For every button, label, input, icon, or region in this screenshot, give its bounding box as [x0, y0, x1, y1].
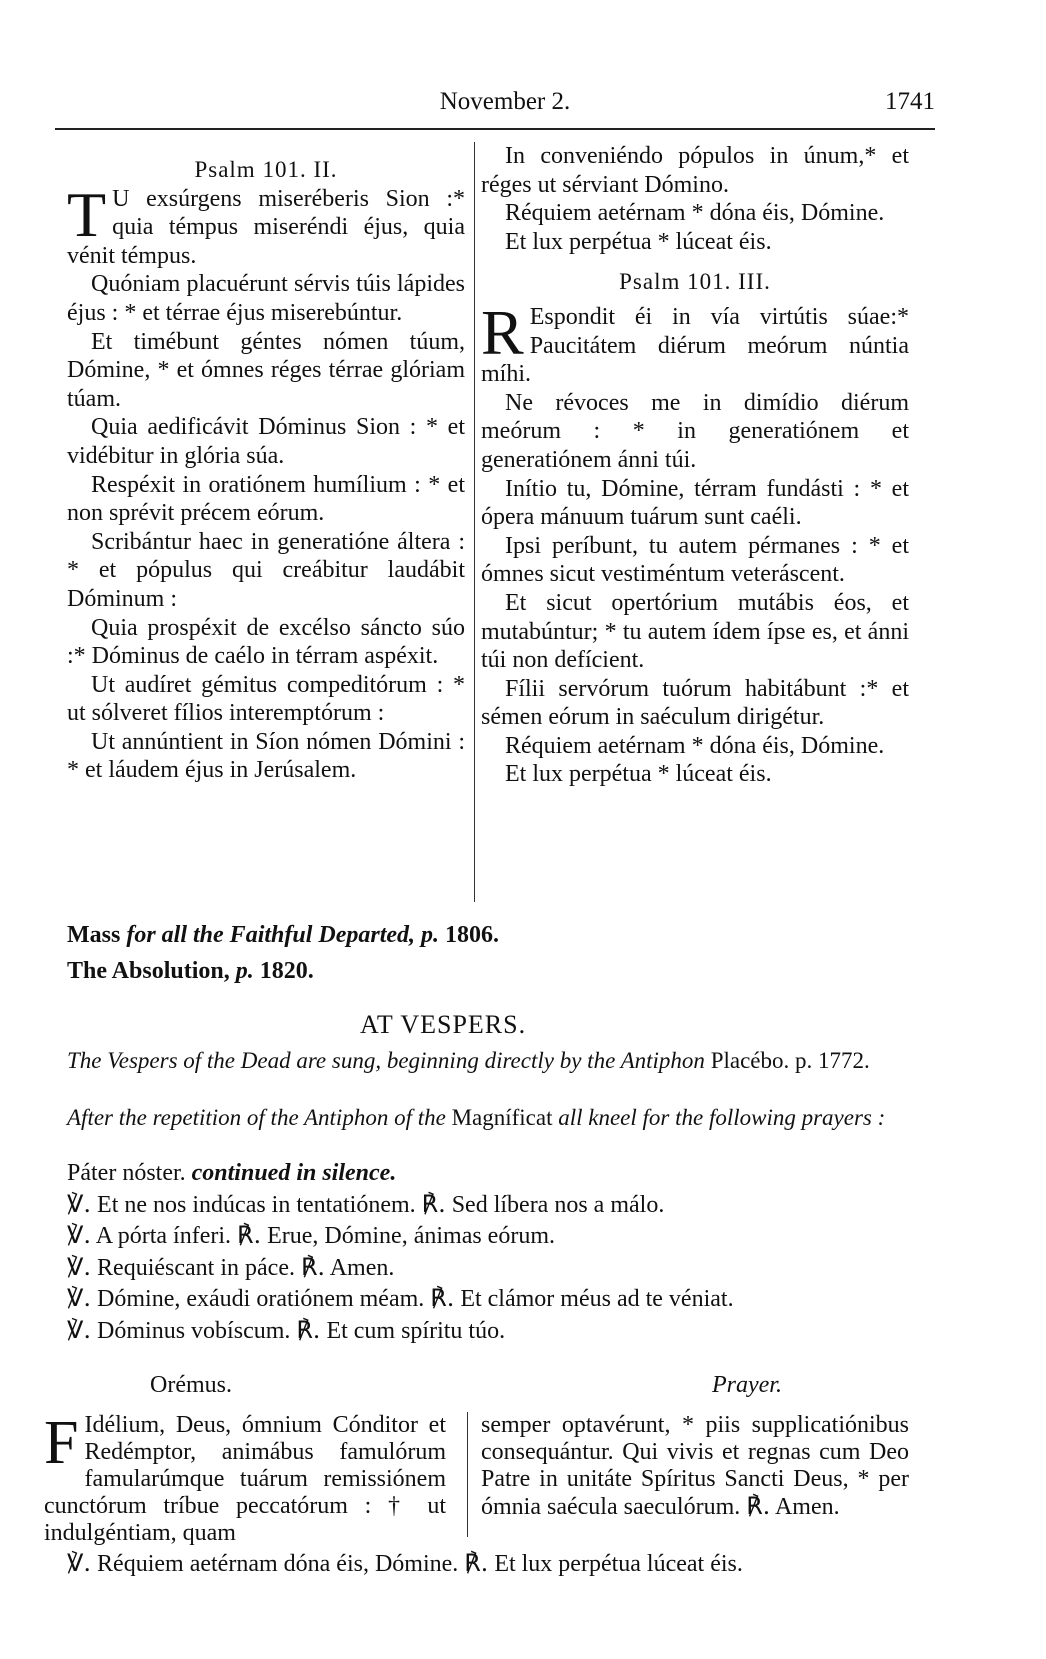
response-text: Et cum spíritu túo.: [326, 1317, 506, 1344]
prayer-label: Prayer.: [712, 1372, 782, 1398]
verse: Inítio tu, Dómine, térram fundásti : * et ópera mánuum tuárum sunt caéli.: [481, 475, 909, 531]
verse: Scribántur haec in generatióne áltera : * et pópulus qui creábitur laudábit Dóminum :: [67, 528, 465, 612]
header-rule: [55, 128, 935, 130]
oration-text: semper optavérunt, * piis supplicatiónibus consequántur. Qui vivis et regnas cum Deo Patre in unitáte Spíritus Sancti Deus, * per ómnia saécula saeculórum.: [481, 1412, 909, 1520]
column-divider: [474, 142, 475, 902]
verse: In conveniéndo pópulos in únum,* et réges ut sérviant Dómino.: [481, 143, 909, 198]
left-column: [67, 156, 465, 785]
oration-left: [44, 1409, 446, 1547]
versicle-line: [67, 1283, 927, 1315]
verse: Ipsi períbunt, tu autem pérmanes : * et ómnes sicut vestiméntum veteráscent.: [481, 532, 909, 588]
versicle-icon: ℣.: [67, 1221, 92, 1250]
verse: Ut audíret gémitus compeditórum : * ut sólveret fílios interemptórum :: [67, 671, 465, 727]
versicle-text: Réquiem aetérnam dóna éis, Dómine.: [97, 1551, 459, 1577]
response-icon: ℟.: [746, 1492, 771, 1520]
right-column: [481, 142, 909, 789]
versicle-text: A pórta ínferi.: [95, 1223, 232, 1250]
verse: Et sicut opertórium mutábis éos, et mutabúntur; * tu autem ídem ípse es, et ánni túi non defícient.: [481, 589, 909, 674]
final-versicle: [67, 1549, 743, 1578]
verse: Réquiem aetérnam * dóna éis, Dómine.: [505, 732, 885, 759]
mass-page: 1806.: [445, 922, 500, 948]
drop-cap: T: [67, 178, 107, 250]
response-icon: ℟.: [296, 1315, 321, 1344]
response-text: Sed líbera nos a málo.: [451, 1191, 665, 1218]
psalm-heading: Psalm 101. III.: [619, 269, 771, 295]
absolution-text: The Absolution,: [67, 958, 230, 984]
absolution-page: 1820.: [259, 958, 314, 984]
versicle-line: [67, 1315, 927, 1347]
oration-right: [481, 1412, 909, 1521]
versicle-icon: ℣.: [67, 1252, 92, 1281]
page-number: 1741: [885, 88, 935, 115]
versicle-icon: ℣.: [67, 1549, 92, 1577]
rubric: [67, 1048, 912, 1074]
psalm-heading: Psalm 101. II.: [194, 157, 338, 182]
response-text: Amen.: [329, 1254, 395, 1281]
versicle-text: Et ne nos indúcas in tentatiónem.: [97, 1191, 416, 1218]
versicle-line: [67, 1220, 927, 1252]
rubric-italic: The Vespers of the Dead are sung, beginning directly by the Antiphon: [67, 1048, 705, 1073]
mass-reference: [67, 922, 499, 949]
verse: Réquiem aetérnam * dóna éis, Dómine.: [505, 200, 885, 227]
oration-amen: Amen.: [774, 1494, 840, 1520]
versicle-text: Requiéscant in páce.: [97, 1254, 295, 1281]
pater-note: continued in silence.: [191, 1160, 397, 1186]
oremus-label: Orémus.: [150, 1372, 232, 1398]
column-divider: [467, 1412, 468, 1537]
rubric-roman: Magníficat: [451, 1105, 553, 1130]
verse-text: U exsúrgens miseréberis Sion :* quia témpus miseréndi éjus, quia vénit témpus.: [67, 185, 465, 269]
response-icon: ℟.: [464, 1549, 489, 1577]
pater-line: [67, 1158, 927, 1189]
pater-text: Páter nóster.: [67, 1160, 186, 1186]
verse: Quia aedificávit Dóminus Sion : * et vidébitur in glória súa.: [67, 414, 465, 469]
rubric-italic: After the repetition of the Antiphon of the: [67, 1105, 446, 1130]
verse: [67, 178, 465, 271]
response-text: Erue, Dómine, ánimas eórum.: [267, 1223, 555, 1250]
response-text: Et clámor méus ad te véniat.: [460, 1286, 734, 1313]
rubric-roman: Placébo. p. 1772.: [710, 1048, 870, 1073]
versicle-icon: ℣.: [67, 1189, 92, 1218]
absolution-p: p.: [235, 958, 254, 984]
verse: Quóniam placuérunt sérvis túis lápides éjus : * et térrae éjus miserebúntur.: [67, 271, 465, 326]
response-icon: ℟.: [300, 1252, 326, 1281]
rubric-italic: all kneel for the following prayers :: [558, 1105, 886, 1130]
verse: Fílii servórum tuórum habitábunt :* et sémen eórum in saéculum dirigétur.: [481, 675, 909, 731]
versicle-line: [67, 1189, 927, 1221]
versicle-icon: ℣.: [67, 1284, 92, 1313]
running-header: [55, 88, 935, 128]
response-icon: ℟.: [430, 1284, 455, 1313]
verse: Et lux perpétua * lúceat éis.: [505, 761, 772, 788]
verse: Ut annúntient in Síon nómen Dómini : * et láudem éjus in Jerúsalem.: [67, 728, 465, 784]
verse-text: Espondit éi in vía virtútis súae:* Paucitátem diérum meórum núntia míhi.: [481, 303, 909, 388]
response-icon: ℟.: [237, 1221, 262, 1250]
response-text: Et lux perpétua lúceat éis.: [494, 1551, 743, 1577]
section-title: AT VESPERS.: [360, 1010, 527, 1039]
verse: Et timébunt géntes nómen túum, Dómine, * et ómnes réges térrae glóriam túam.: [67, 328, 465, 412]
oration-text: Idélium, Deus, ómnium Cónditor et Redémptor, animábus famulórum famularúmque tuárum remissiónem cunctórum tríbue peccatórum : † ut indulgéntiam, quam: [44, 1412, 446, 1546]
verse: [481, 296, 909, 389]
verse: Ne révoces me in dimídio diérum meórum : * in generatiónem et generatiónem ánni túi.: [481, 389, 909, 473]
versicle-line: [67, 1252, 927, 1284]
drop-cap: R: [481, 296, 524, 368]
mass-lead: Mass: [67, 922, 121, 948]
rubric: [67, 1105, 912, 1131]
header-date: November 2.: [439, 88, 571, 115]
verse: Quia prospéxit de excélso sáncto súo :* Dóminus de caélo in térram aspéxit.: [67, 614, 465, 670]
response-icon: ℟.: [421, 1189, 446, 1218]
versicles: [67, 1158, 927, 1347]
absolution-reference: [67, 958, 314, 985]
verse: Et lux perpétua * lúceat éis.: [505, 228, 772, 255]
drop-cap: F: [44, 1409, 79, 1477]
versicle-text: Dómine, exáudi oratiónem méam.: [97, 1286, 425, 1313]
versicle-text: Dóminus vobíscum.: [97, 1317, 291, 1344]
verse: Respéxit in oratiónem humílium : * et non sprévit précem eórum.: [67, 471, 465, 527]
versicle-icon: ℣.: [67, 1315, 92, 1344]
mass-title: for all the Faithful Departed, p.: [126, 922, 440, 948]
